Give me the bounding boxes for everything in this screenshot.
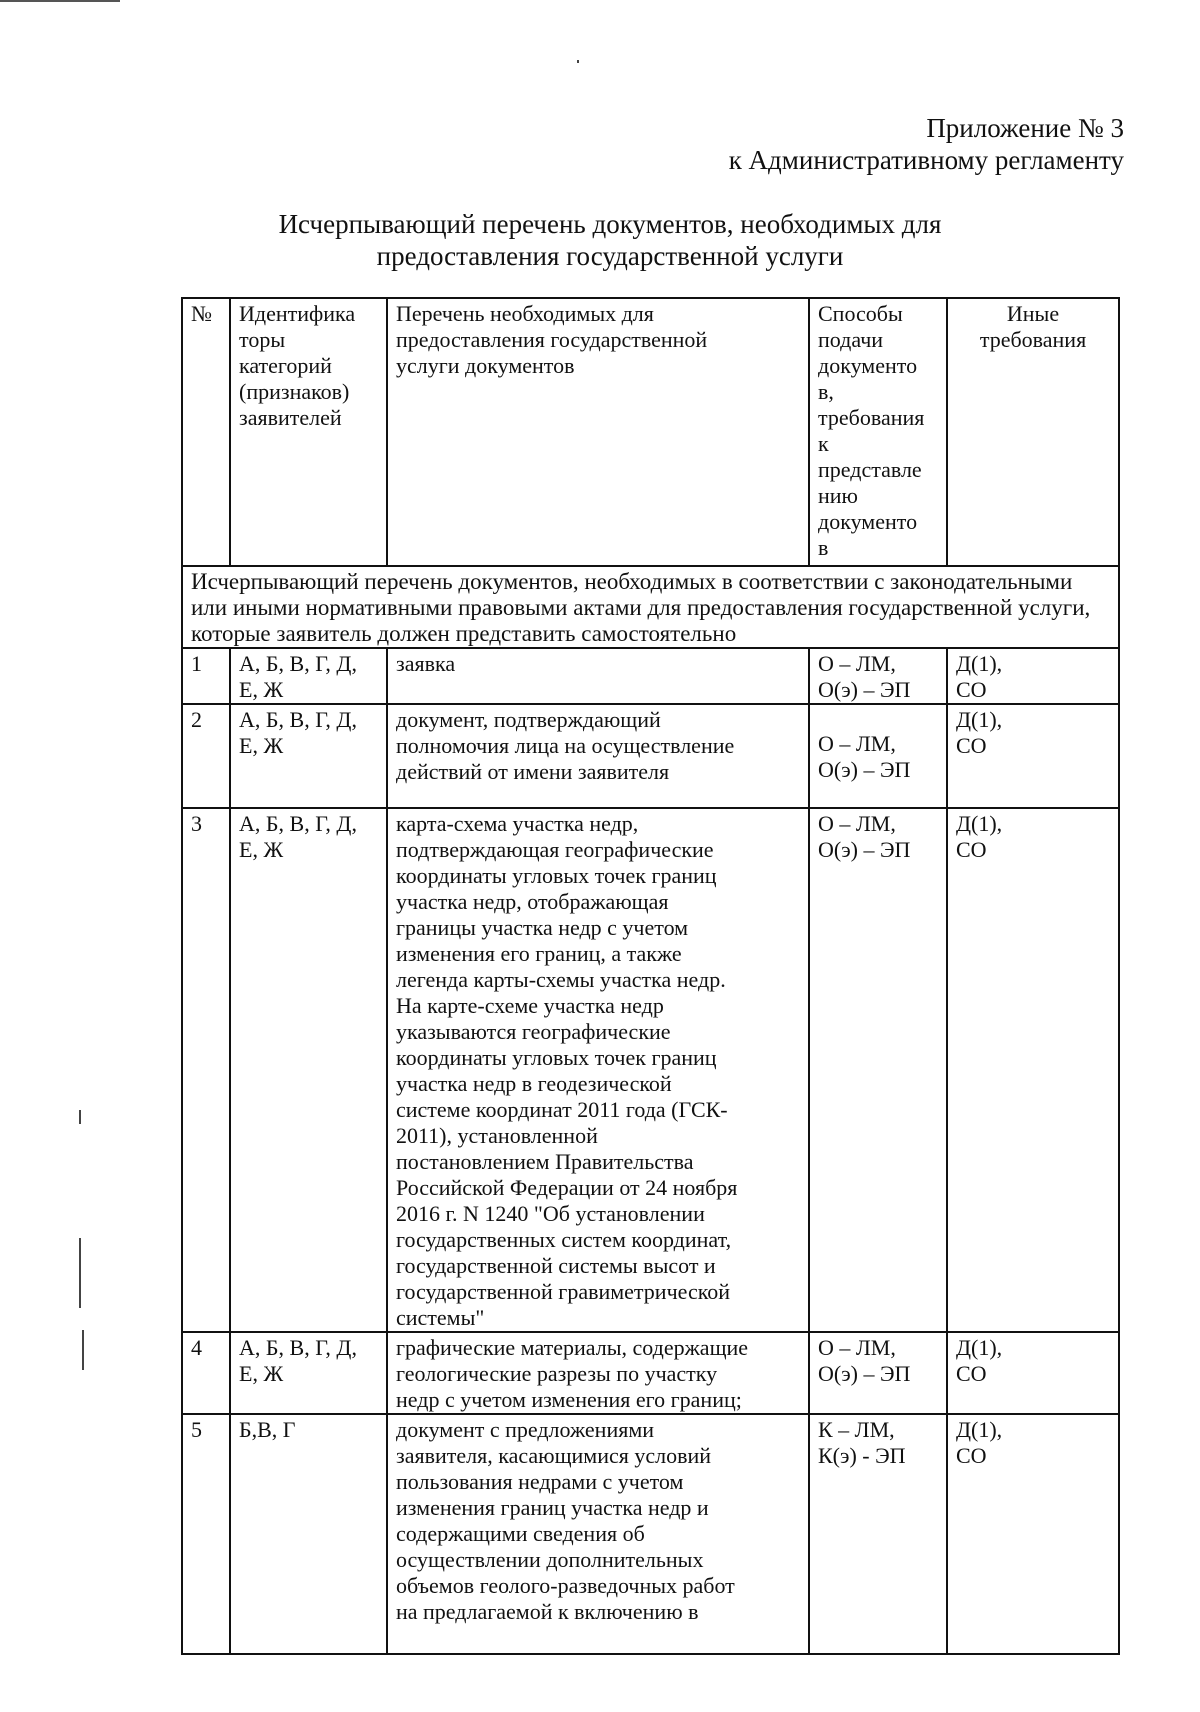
appendix-reference: к Административному регламенту [728,145,1124,175]
table-row [182,648,1119,704]
row-submission-method: О – ЛМ, О(э) – ЭП [809,648,947,704]
appendix-number: Приложение № 3 [926,113,1124,143]
scan-speck [82,1330,84,1370]
table-row [182,704,1119,808]
row-number: 2 [182,704,230,808]
section-row [182,566,1119,648]
row-applicant-ids: А, Б, В, Г, Д, Е, Ж [230,704,387,808]
row-submission-method: О – ЛМ, О(э) – ЭП [809,1332,947,1414]
row-document: графические материалы, содержащие геологические разрезы по участку недр с учетом изменения его границ; [387,1332,809,1414]
row-applicant-ids: А, Б, В, Г, Д, Е, Ж [230,808,387,1332]
row-document: документ с предложениями заявителя, касающимися условий пользования недрами с учетом изменения границ участка недр и содержащими сведения об осуществлении дополнительных объемов геолого-разведочных работ на предлагаемой к включению в [387,1414,809,1654]
table-row [182,808,1119,1332]
row-number: 4 [182,1332,230,1414]
table-row [182,1414,1119,1654]
column-header-other-requirements: Иные требования [947,298,1119,566]
section-heading: Исчерпывающий перечень документов, необходимых в соответствии с законодательными или иными нормативными правовыми актами для предоставления государственной услуги, которые заявитель должен представить самостоятельно [182,566,1119,648]
row-other-requirements: Д(1), СО [947,808,1119,1332]
scan-edge-line [0,0,120,2]
row-number: 5 [182,1414,230,1654]
row-applicant-ids: Б,В, Г [230,1414,387,1654]
row-submission-method: К – ЛМ, К(э) - ЭП [809,1414,947,1654]
table-header-row [182,298,1119,566]
row-other-requirements: Д(1), СО [947,1414,1119,1654]
row-submission-method: О – ЛМ, О(э) – ЭП [809,808,947,1332]
column-header-applicant-ids: Идентифика торы категорий (признаков) заявителей [230,298,387,566]
document-title-line2: предоставления государственной услуги [376,241,844,271]
column-header-submission-methods: Способы подачи документо в, требования к представле нию документо в [809,298,947,566]
row-document: заявка [387,648,809,704]
scan-speck [577,60,579,63]
row-other-requirements: Д(1), СО [947,704,1119,808]
document-title-line1: Исчерпывающий перечень документов, необходимых для [278,209,942,239]
column-header-document-list: Перечень необходимых для предоставления государственной услуги документов [387,298,809,566]
document-title [180,208,1040,272]
row-other-requirements: Д(1), СО [947,1332,1119,1414]
column-header-number: № [182,298,230,566]
scan-speck [79,1238,81,1308]
row-number: 1 [182,648,230,704]
row-document: карта-схема участка недр, подтверждающая географические координаты угловых точек границ участка недр, отображающая границы участка недр с учетом изменения его границ, а также легенда карты-схемы участка недр. На карте-схеме участка недр указываются географические координаты угловых точек границ участка недр в геодезической системе координат 2011 года (ГСК- 2011), установленной постановлением Правительства Российской Федерации от 24 ноября 2016 г. N 1240 "Об установлении государственных систем координат, государственной системы высот и государственной гравиметрической системы" [387,808,809,1332]
table-row [182,1332,1119,1414]
appendix-header [729,112,1124,176]
row-other-requirements: Д(1), СО [947,648,1119,704]
row-applicant-ids: А, Б, В, Г, Д, Е, Ж [230,648,387,704]
row-document: документ, подтверждающий полномочия лица на осуществление действий от имени заявителя [387,704,809,808]
row-submission-method: О – ЛМ, О(э) – ЭП [809,704,947,808]
row-number: 3 [182,808,230,1332]
row-applicant-ids: А, Б, В, Г, Д, Е, Ж [230,1332,387,1414]
scan-speck [79,1110,81,1124]
documents-table [181,297,1120,1655]
